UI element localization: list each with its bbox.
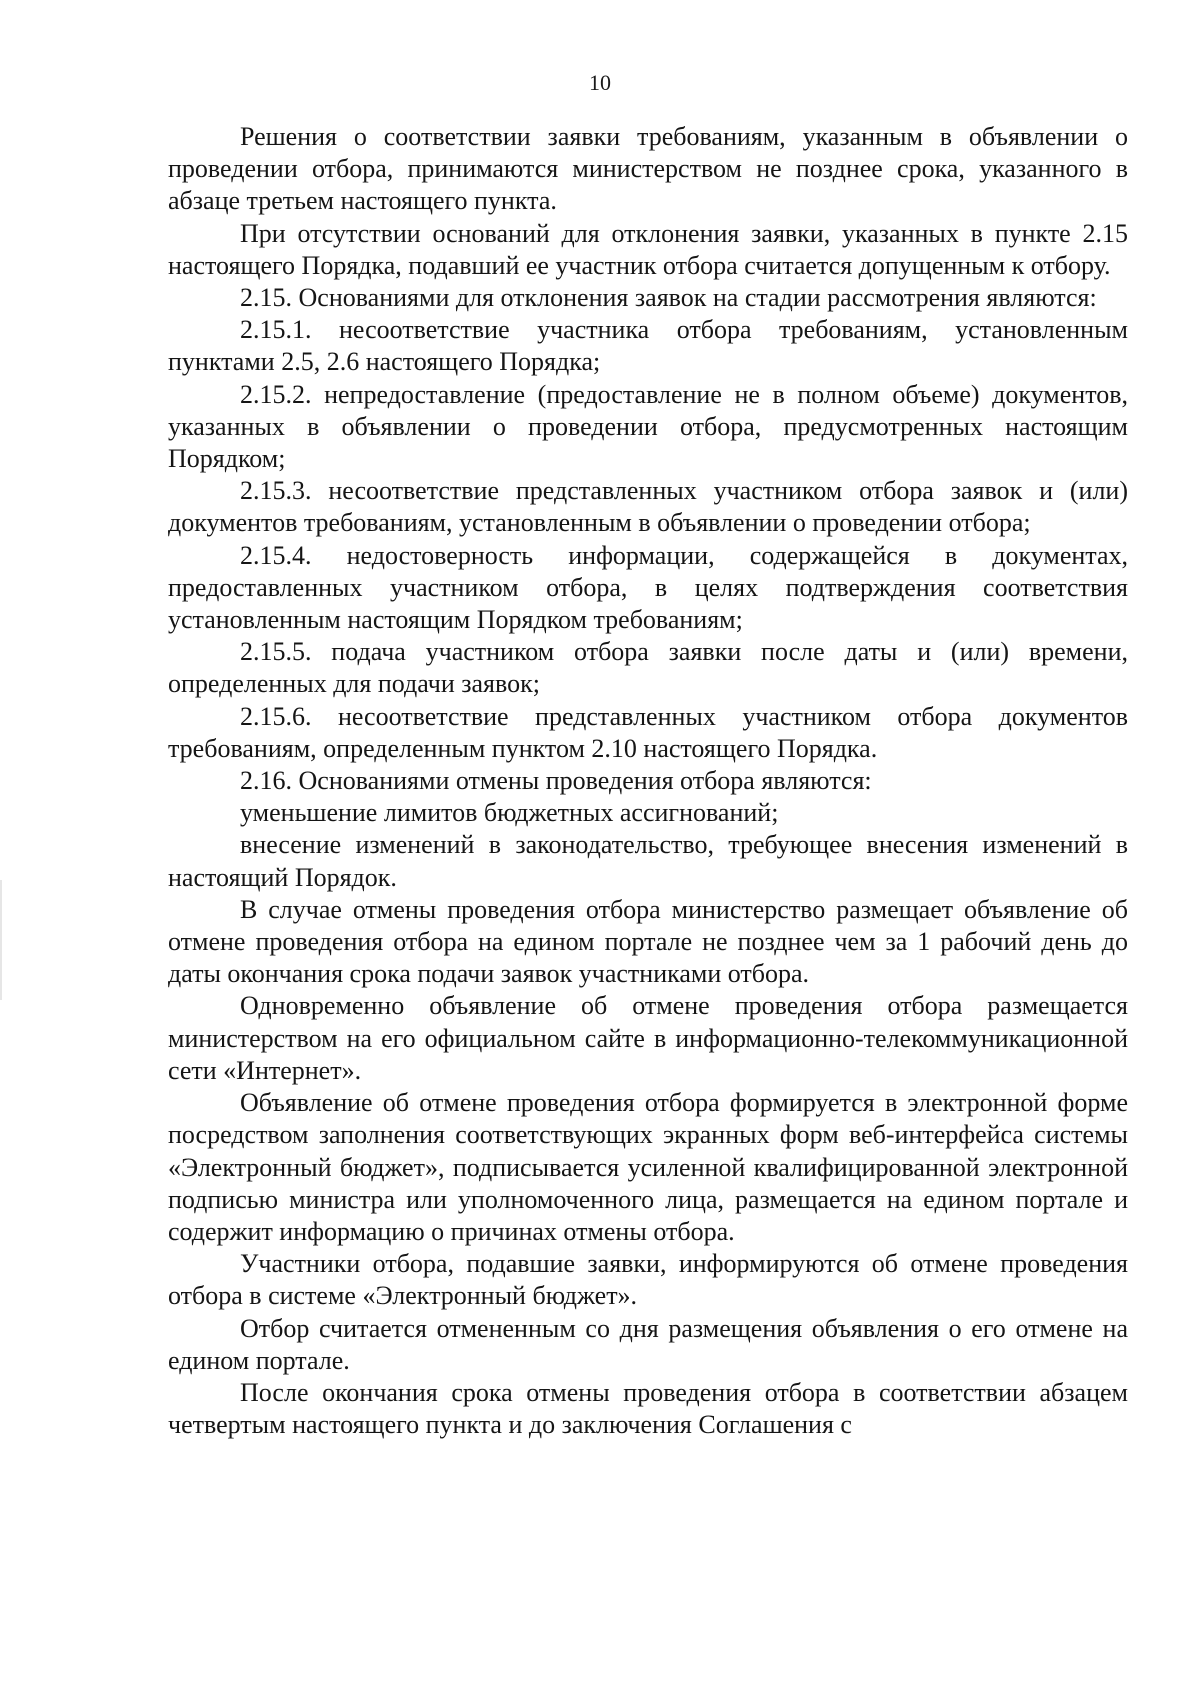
paragraph: Участники отбора, подавшие заявки, информируются об отмене проведения отбора в системе «Электронный бюджет». bbox=[168, 1249, 1128, 1311]
paragraph: Объявление об отмене проведения отбора формируется в электронной форме посредством заполнения соответствующих экранных форм веб-интерфейса системы «Электронный бюджет», подписывается усиленной квалифицированной электронной подписью министра или уполномоченного лица, размещается на едином портале и содержит информацию о причинах отмены отбора. bbox=[168, 1088, 1128, 1246]
page-number: 10 bbox=[589, 70, 611, 95]
paragraph: 2.15.5. подача участником отбора заявки после даты и (или) времени, определенных для подачи заявок; bbox=[168, 637, 1128, 699]
paragraph: 2.15.2. непредоставление (предоставление не в полном объеме) документов, указанных в объявлении о проведении отбора, предусмотренных настоящим Порядком; bbox=[168, 379, 1128, 474]
paragraph: При отсутствии оснований для отклонения заявки, указанных в пункте 2.15 настоящего Порядка, подавший ее участник отбора считается допущенным к отбору. bbox=[168, 218, 1128, 280]
paragraph: После окончания срока отмены проведения отбора в соответствии абзацем четвертым настоящего пункта и до заключения Соглашения с bbox=[168, 1377, 1128, 1440]
paragraph: 2.16. Основаниями отмены проведения отбора являются: bbox=[240, 766, 872, 796]
paragraph: 2.15.6. несоответствие представленных участником отбора документов требованиям, определенным пунктом 2.10 настоящего Порядка. bbox=[168, 701, 1128, 763]
paragraph: Одновременно объявление об отмене проведения отбора размещается министерством на его официальном сайте в информационно-телекоммуникационной сети «Интернет». bbox=[168, 991, 1128, 1085]
scan-edge-mark bbox=[0, 880, 2, 1000]
paragraph: 2.15.1. несоответствие участника отбора требованиям, установленным пунктами 2.5, 2.6 настоящего Порядка; bbox=[168, 315, 1128, 377]
paragraph: Отбор считается отмененным со дня размещения объявления о его отмене на едином портале. bbox=[168, 1313, 1128, 1375]
paragraph: уменьшение лимитов бюджетных ассигнований; bbox=[240, 798, 779, 828]
paragraph: 2.15.3. несоответствие представленных участником отбора заявок и (или) документов требованиям, установленным в объявлении о проведении отбора; bbox=[168, 476, 1128, 538]
paragraph: 2.15.4. недостоверность информации, содержащейся в документах, предоставленных участником отбора, в целях подтверждения соответствия установленным настоящим Порядком требованиям; bbox=[168, 540, 1128, 635]
paragraph: внесение изменений в законодательство, требующее внесения изменений в настоящий Порядок. bbox=[168, 830, 1128, 892]
document-body bbox=[168, 121, 1128, 1441]
paragraph: 2.15. Основаниями для отклонения заявок на стадии рассмотрения являются: bbox=[240, 283, 1097, 313]
paragraph: Решения о соответствии заявки требованиям, указанным в объявлении о проведении отбора, принимаются министерством не позднее срока, указанного в абзаце третьем настоящего пункта. bbox=[168, 122, 1128, 216]
paragraph: В случае отмены проведения отбора министерство размещает объявление об отмене проведения отбора на едином портале не позднее чем за 1 рабочий день до даты окончания срока подачи заявок участниками отбора. bbox=[168, 894, 1128, 989]
